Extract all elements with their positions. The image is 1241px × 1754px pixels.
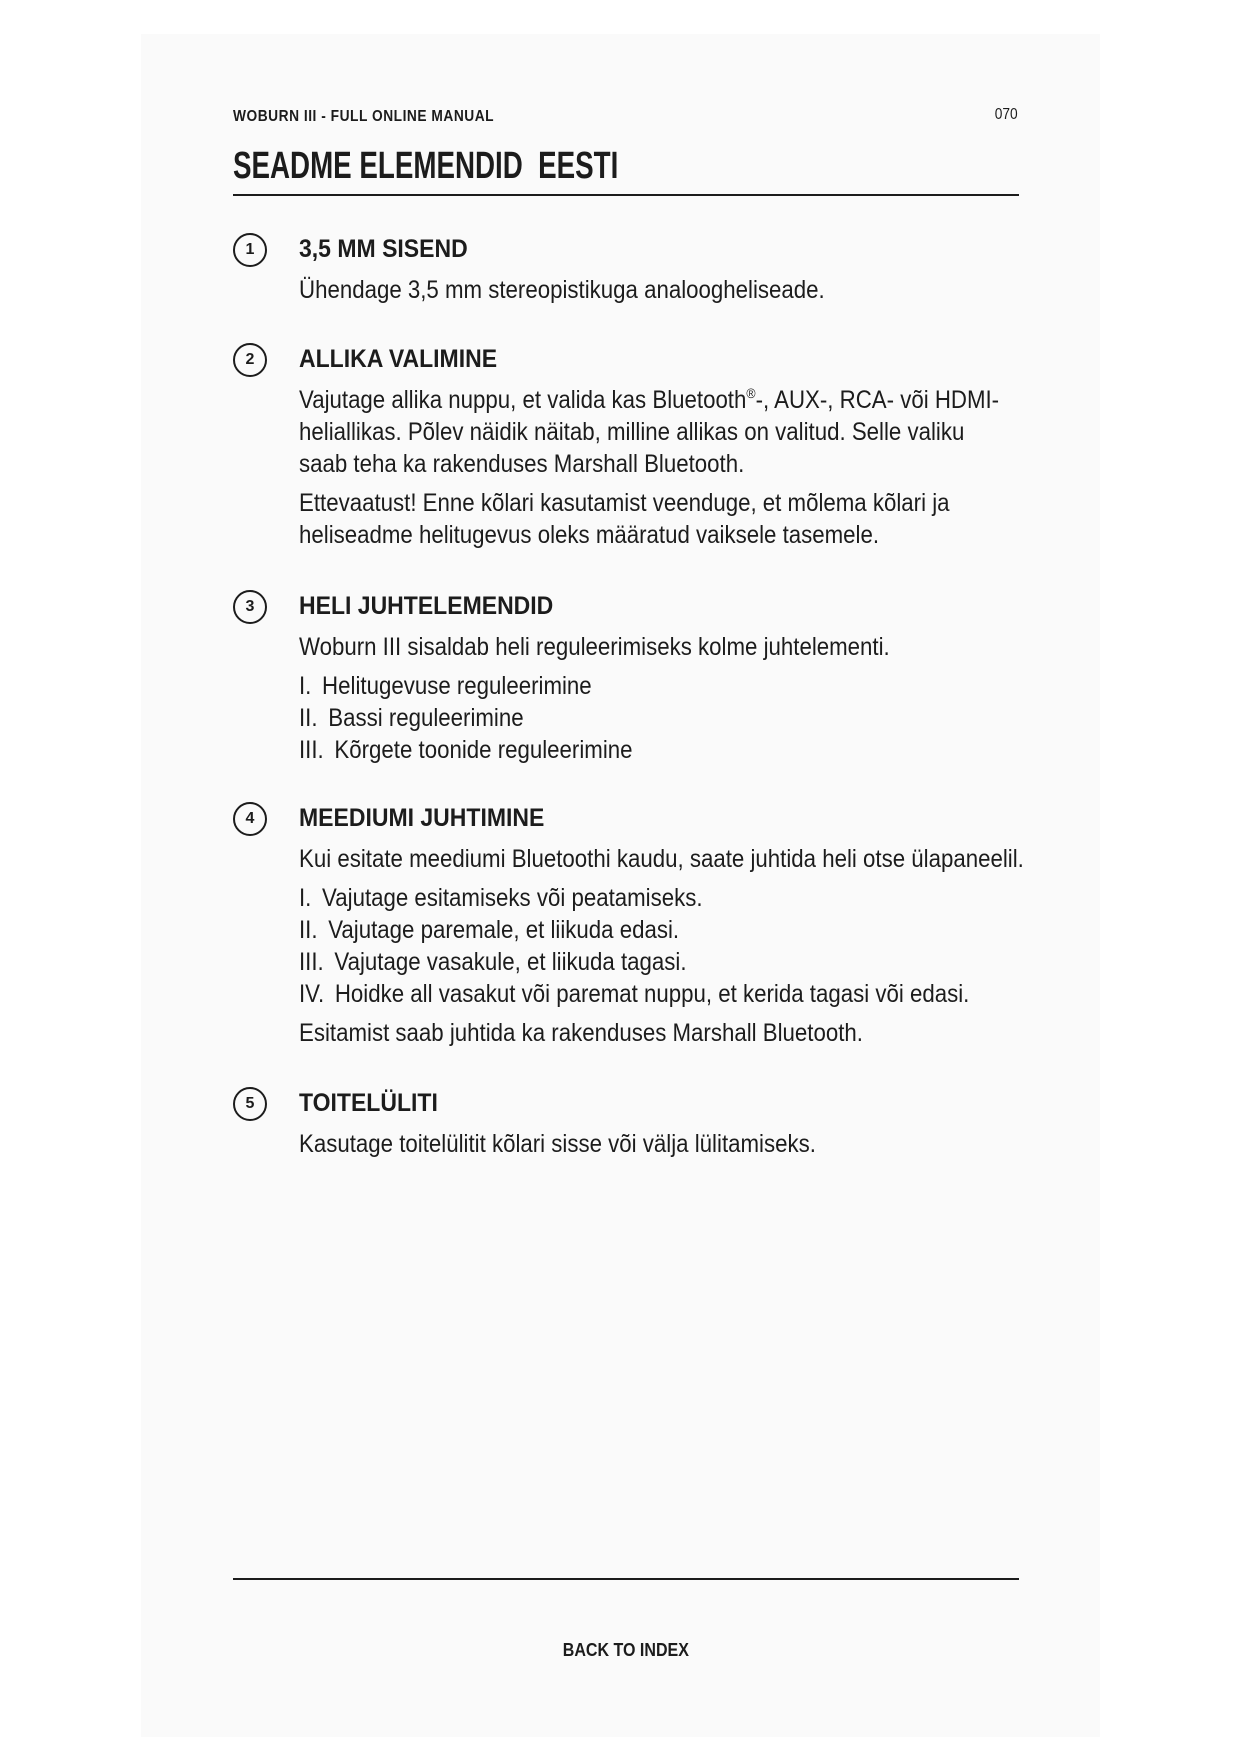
list-item (299, 978, 1023, 1010)
number-badge: 3 (233, 590, 267, 624)
list-text: Hoidke all vasakut või paremat nuppu, et kerida tagasi või edasi. (334, 980, 970, 1008)
list-text: Helitugevuse reguleerimine (322, 672, 592, 700)
body-line (299, 384, 1023, 416)
list-numeral: II. (299, 704, 318, 732)
caution-paragraph (299, 487, 1113, 551)
section-heading: TOITELÜLITI (299, 1089, 438, 1117)
section-heading: MEEDIUMI JUHTIMINE (299, 804, 545, 832)
body-line: Ühendage 3,5 mm stereopistikuga analoogheliseade. (299, 276, 825, 304)
registered-mark: ® (746, 385, 756, 401)
section-body (299, 631, 1113, 766)
footer-rule (233, 1578, 1019, 1580)
list-numeral: III. (299, 948, 324, 976)
list-numeral: I. (299, 672, 312, 700)
list-item (299, 914, 1023, 946)
number-badge: 2 (233, 343, 267, 377)
body-line-text: -, AUX-, RCA- või HDMI- (755, 386, 1000, 414)
back-to-index-link[interactable]: BACK TO INDEX (562, 1640, 690, 1660)
list-item (299, 702, 1023, 734)
list-text: Bassi reguleerimine (328, 704, 524, 732)
page-title-container (233, 147, 761, 185)
list-text: Vajutage paremale, et liikuda edasi. (328, 916, 680, 944)
body-line: saab teha ka rakenduses Marshall Bluetooth. (299, 450, 745, 478)
section-source-select (233, 343, 1113, 551)
section-heading: HELI JUHTELEMENDID (299, 592, 554, 620)
page-number-container (991, 106, 1018, 124)
numbered-list (299, 882, 1113, 1010)
body-line: heliallikas. Põlev näidik näitab, milline allikas on valitud. Selle valiku (299, 418, 965, 446)
body-line: Kui esitate meediumi Bluetoothi kaudu, saate juhtida heli otse ülapaneelil. (299, 845, 1024, 873)
section-body (299, 384, 1113, 551)
page-number: 070 (995, 106, 1018, 123)
body-line: Woburn III sisaldab heli reguleerimiseks kolme juhtelementi. (299, 633, 890, 661)
caution-line: heliseadme helitugevus oleks määratud vaiksele tasemele. (299, 521, 880, 549)
body-line-text: Vajutage allika nuppu, et valida kas Bluetooth (299, 386, 747, 414)
list-item (299, 946, 1023, 978)
list-text: Vajutage vasakule, et liikuda tagasi. (334, 948, 687, 976)
section-power-switch (233, 1087, 1113, 1160)
number-badge: 4 (233, 802, 267, 836)
caution-line: Ettevaatust! Enne kõlari kasutamist veenduge, et mõlema kõlari ja (299, 489, 950, 517)
list-text: Vajutage esitamiseks või peatamiseks. (322, 884, 703, 912)
section-3-5mm-input (233, 233, 1113, 306)
list-numeral: II. (299, 916, 318, 944)
list-text: Kõrgete toonide reguleerimine (334, 736, 633, 764)
footer (233, 1638, 1019, 1662)
manual-title: WOBURN III - FULL ONLINE MANUAL (233, 108, 495, 125)
footnote-line: Esitamist saab juhtida ka rakenduses Marshall Bluetooth. (299, 1019, 863, 1047)
list-numeral: IV. (299, 980, 325, 1008)
list-numeral: III. (299, 736, 324, 764)
footnote-paragraph (299, 1017, 1113, 1049)
list-numeral: I. (299, 884, 312, 912)
section-sound-controls (233, 590, 1113, 766)
section-body (299, 1128, 1113, 1160)
list-item (299, 734, 1023, 766)
running-header (233, 108, 537, 126)
number-badge: 1 (233, 233, 267, 267)
list-item (299, 670, 1023, 702)
page-title: SEADME ELEMENDID EESTI (233, 145, 619, 187)
list-item (299, 882, 1023, 914)
numbered-list (299, 670, 1113, 766)
section-heading: ALLIKA VALIMINE (299, 345, 498, 373)
section-body (299, 274, 1113, 306)
body-line: Kasutage toitelülitit kõlari sisse või välja lülitamiseks. (299, 1130, 816, 1158)
section-heading: 3,5 MM SISEND (299, 235, 468, 263)
section-body (299, 843, 1113, 1049)
section-media-control (233, 802, 1113, 1049)
title-rule (233, 194, 1019, 196)
number-badge: 5 (233, 1087, 267, 1121)
